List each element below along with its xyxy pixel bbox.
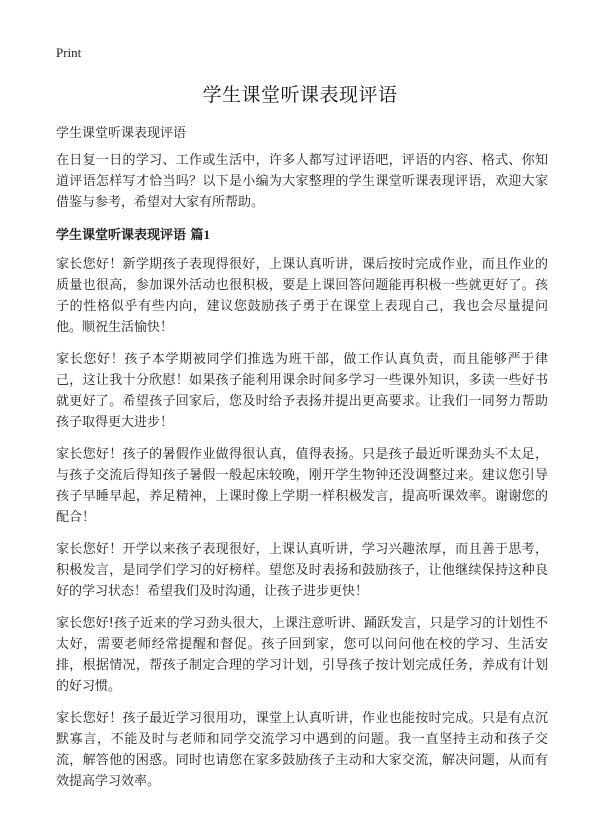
comment-paragraph-2: 家长您好！孩子本学期被同学们推选为班干部，做工作认真负责，而且能够严于律己，这让我十分欣慰！如果孩子能利用课余时间多学习一些课外知识，多读一些好书就更好了。希望孩子回家后，您及时给予表扬并提出更高要求。让我们一同努力帮助孩子取得更大进步！ — [56, 352, 548, 430]
section-heading — [56, 226, 548, 245]
document-body — [56, 150, 548, 803]
comment-paragraph-4: 家长您好！开学以来孩子表现很好，上课认真听讲，学习兴趣浓厚，而且善于思考，积极发言，是同学们学习的好榜样。望您及时表扬和鼓励孩子，让他继续保持这种良好的学习状态！希望我们及时沟通，让孩子进步更快！ — [56, 542, 548, 599]
document-subtitle: 学生课堂听课表现评语 — [56, 126, 187, 141]
comment-paragraph-5: 家长您好!孩子近来的学习劲头很大，上课注意听讲、踊跃发言，只是学习的计划性不太好，需要老师经常提醒和督促。孩子回到家，您可以问问他在校的学习、生活安排，根据情况，帮孩子制定合理的学习计划，引导孩子按计划完成任务，养成有计划的好习惯。 — [56, 616, 548, 694]
section-heading-text: 学生课堂听课表现评语 篇 — [56, 228, 204, 243]
print-link[interactable]: Print — [56, 45, 82, 60]
section-heading-number: 1 — [203, 227, 211, 242]
page-title: 学生课堂听课表现评语 — [202, 84, 398, 106]
intro-paragraph: 在日复一日的学习、工作或生活中，许多人都写过评语吧，评语的内容、格式、你知道评语怎样写才恰当吗？以下是小编为大家整理的学生课堂听课表现评语，欢迎大家借鉴与参考，希望对大家有所帮助。 — [56, 153, 548, 210]
comment-paragraph-6: 家长您好！孩子最近学习很用功，课堂上认真听讲，作业也能按时完成。只是有点沉默寡言，不能及时与老师和同学交流学习中遇到的问题。我一直坚持主动和孩子交流，解答他的困惑。同时也请您在家多鼓励孩子主动和大家交流，解决问题，从而有效提高学习效率。 — [56, 711, 548, 789]
comment-paragraph-3: 家长您好！孩子的暑假作业做得很认真，值得表扬。只是孩子最近听课劲头不太足，与孩子交流后得知孩子暑假一般起床较晚，刚开学生物钟还没调整过来。建议您引导孩子早睡早起，养足精神，上课时像上学期一样积极发言，提高听课效率。谢谢您的配合！ — [56, 447, 548, 525]
comment-paragraph-1: 家长您好！新学期孩子表现得很好，上课认真听讲，课后按时完成作业，而且作业的质量也很高，参加课外活动也很积极，要是上课回答问题能再积极一些就更好了。孩子的性格似乎有些内向，建议您鼓励孩子勇于在课堂上表现自己，我也会尽量提问他。顺祝生活愉快！ — [56, 257, 548, 335]
